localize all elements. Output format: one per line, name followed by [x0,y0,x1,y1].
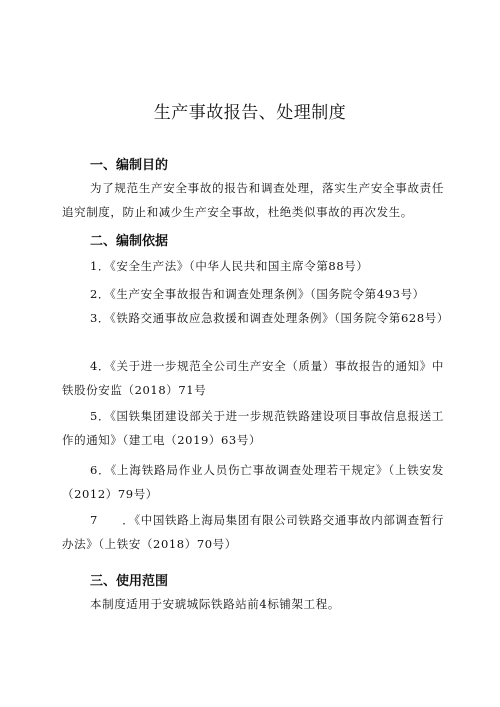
scope-paragraph: 本制度适用于安琥城际铁路站前4标铺架工程。 [90,597,340,611]
basis-item-7: 7 ．《中国铁路上海局集团有限公司铁路交通事故内部调查暂行办法》（上铁安（2018）70号） [62,513,444,551]
document-title: 生产事故报告、处理制度 [153,103,347,123]
basis-item-3: 3．《铁路交通事故应急救援和调查处理条例》（国务院令第628号） [90,311,449,325]
basis-item-5: 5．《国铁集团建设部关于进一步规范铁路建设项目事故信息报送工作的通知》（建工电（2019）63号） [62,409,444,447]
basis-item-1: 1．《安全生产法》（中华人民共和国主席令第88号） [90,259,369,273]
basis-item-2: 2．《生产安全事故报告和调查处理条例》（国务院令第493号） [90,287,425,301]
purpose-paragraph: 为了规范生产安全事故的报告和调查处理，落实生产安全事故责任追究制度，防止和减少生产安全事故，杜绝类似事故的再次发生。 [62,181,444,219]
section-heading-basis: 二、编制依据 [90,234,169,249]
basis-item-4: 4．《关于进一步规范全公司生产安全（质量）事故报告的通知》中铁股份安监（2018）71号 [62,359,444,397]
basis-item-6: 6．《上海铁路局作业人员伤亡事故调查处理若干规定》（上铁安发（2012）79号） [62,463,444,501]
section-heading-purpose: 一、编制目的 [90,158,169,173]
section-heading-scope: 三、使用范围 [90,574,169,589]
